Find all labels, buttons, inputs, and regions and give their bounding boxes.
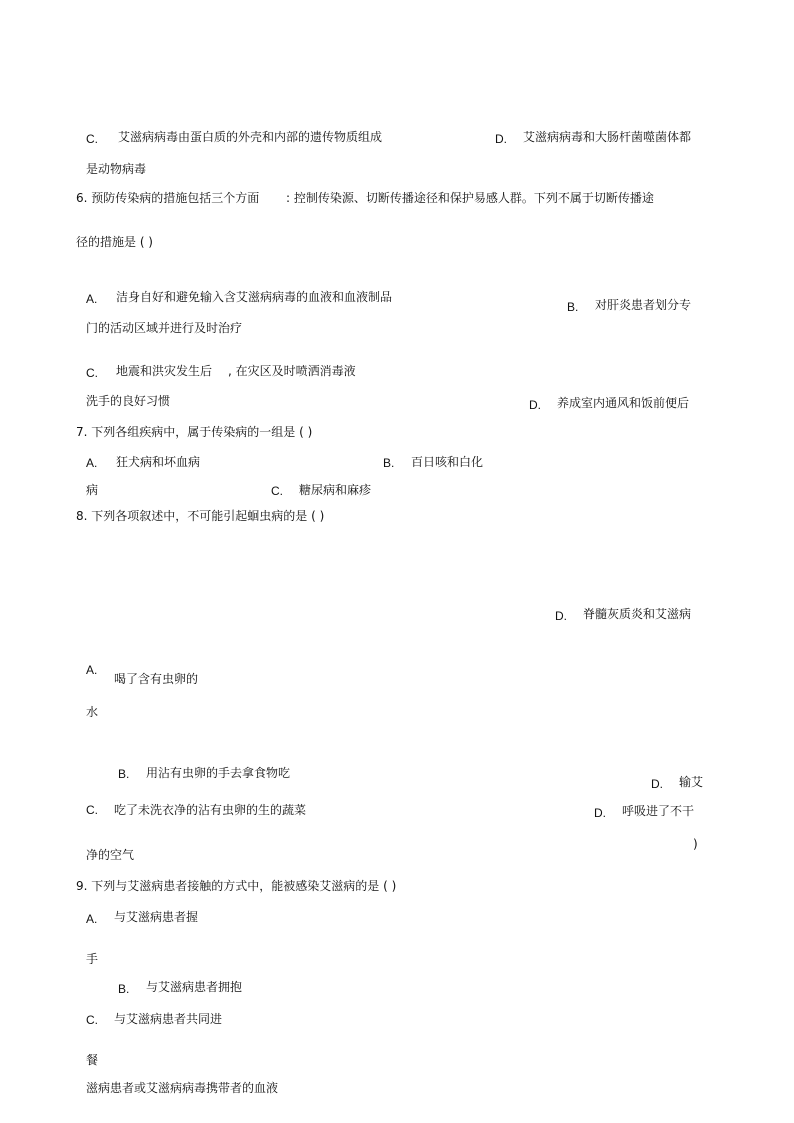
option-text: 地震和洪灾发生后 bbox=[116, 364, 213, 378]
closing-paren: ) bbox=[693, 837, 698, 851]
option-label-a: A. bbox=[86, 456, 98, 470]
option-label-c: C. bbox=[86, 803, 98, 817]
option-text-continued: 是动物病毒 bbox=[86, 162, 147, 176]
option-text-continued: 洗手的良好习惯 bbox=[86, 394, 171, 408]
question-9-stem: 9. 下列与艾滋病患者接触的方式中，能被感染艾滋病的是 ( ) bbox=[76, 879, 397, 893]
option-label-b: B. bbox=[118, 767, 130, 781]
option-text: 输艾 bbox=[679, 775, 704, 789]
question-6-stem: 径的措施是 ( ) bbox=[76, 235, 153, 249]
question-6-stem: 6. 预防传染病的措施包括三个方面 bbox=[76, 191, 260, 205]
option-text: , 在灾区及时喷洒消毒液 bbox=[228, 364, 356, 378]
option-text: 艾滋病病毒和大肠杆菌噬菌体都 bbox=[523, 130, 692, 144]
option-text: 对肝炎患者划分专 bbox=[595, 298, 692, 312]
option-text: 用沾有虫卵的手去拿食物吃 bbox=[146, 766, 291, 780]
option-label-d: D. bbox=[594, 806, 606, 820]
question-7-stem: 7. 下列各组疾病中，属于传染病的一组是 ( ) bbox=[76, 425, 313, 439]
option-label-b: B. bbox=[383, 456, 395, 470]
option-label-a: A. bbox=[86, 912, 98, 926]
option-label-c: C. bbox=[86, 366, 98, 380]
option-label-d: D. bbox=[555, 609, 567, 623]
option-label-c: C. bbox=[86, 132, 98, 146]
option-text-continued: 病 bbox=[86, 483, 99, 497]
option-text-continued: 门的活动区域并进行及时治疗 bbox=[86, 321, 243, 335]
option-label-c: C. bbox=[86, 1013, 98, 1027]
option-text: 洁身自好和避免输入含艾滋病病毒的血液和血液制品 bbox=[116, 290, 393, 304]
option-text-continued: 水 bbox=[86, 705, 99, 719]
option-label-b: B. bbox=[118, 982, 130, 996]
option-text: 糖尿病和麻疹 bbox=[299, 483, 372, 497]
option-text: 养成室内通风和饭前便后 bbox=[557, 396, 690, 410]
option-text-continued: 手 bbox=[86, 952, 99, 966]
option-label-b: B. bbox=[567, 300, 579, 314]
option-text: 艾滋病病毒由蛋白质的外壳和内部的遗传物质组成 bbox=[118, 130, 383, 144]
option-text: 喝了含有虫卵的 bbox=[114, 672, 199, 686]
question-6-stem: : 控制传染源、切断传播途径和保护易感人群。下列不属于切断传播途 bbox=[286, 191, 654, 205]
option-label-a: A. bbox=[86, 292, 98, 306]
option-label-d: D. bbox=[529, 398, 541, 412]
option-text: 与艾滋病患者握 bbox=[114, 910, 199, 924]
question-8-stem: 8. 下列各项叙述中，不可能引起蛔虫病的是 ( ) bbox=[76, 509, 325, 523]
option-text-continued: 滋病患者或艾滋病病毒携带者的血液 bbox=[86, 1081, 279, 1095]
option-text: 吃了未洗衣净的沾有虫卵的生的蔬菜 bbox=[114, 803, 307, 817]
option-label-a: A. bbox=[86, 663, 98, 677]
option-text: 狂犬病和坏血病 bbox=[116, 455, 201, 469]
option-text: 百日咳和白化 bbox=[411, 455, 484, 469]
option-text-continued: 餐 bbox=[86, 1053, 99, 1067]
option-label-d: D. bbox=[495, 132, 507, 146]
option-label-c: C. bbox=[271, 484, 283, 498]
option-text: 与艾滋病患者拥抱 bbox=[146, 980, 243, 994]
option-text: 脊髓灰质炎和艾滋病 bbox=[583, 607, 692, 621]
option-text: 与艾滋病患者共同进 bbox=[114, 1012, 223, 1026]
option-text: 呼吸进了不干 bbox=[622, 804, 695, 818]
option-label-d: D. bbox=[651, 777, 663, 791]
option-text-continued: 净的空气 bbox=[86, 848, 135, 862]
